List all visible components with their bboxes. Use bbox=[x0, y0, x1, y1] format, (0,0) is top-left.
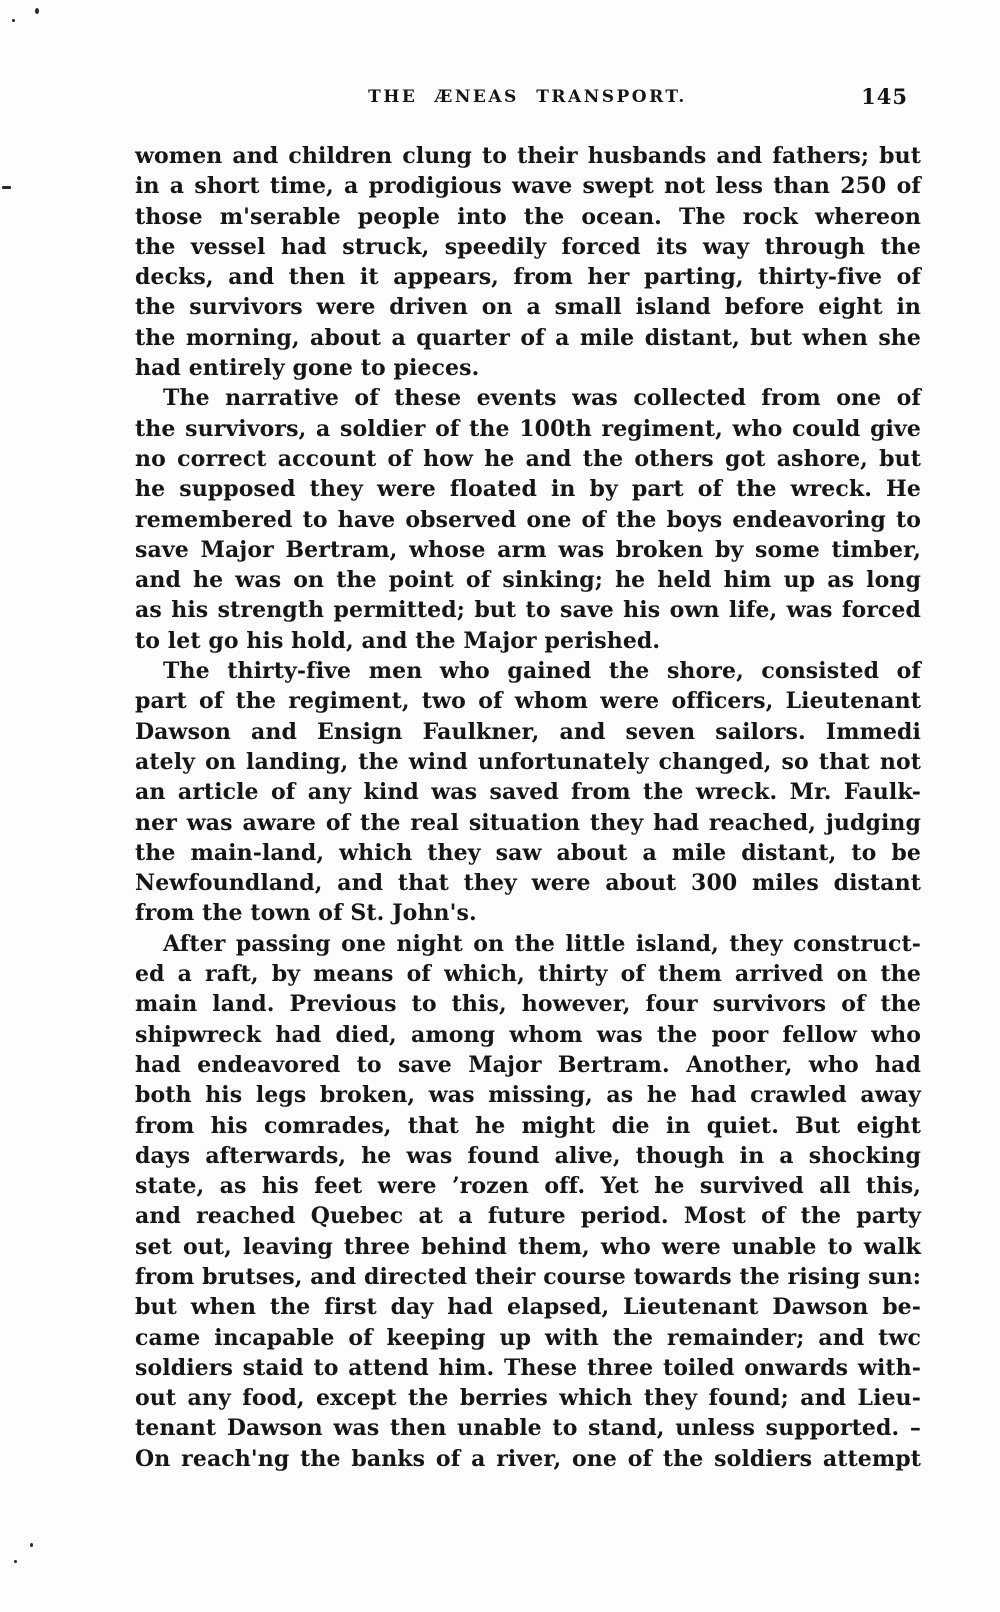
text-line: from brutses, and directed their course towards the rising sun: bbox=[135, 1263, 921, 1290]
text-line: from his comrades, that he might die in quiet. But eight bbox=[135, 1112, 921, 1139]
text-line: the survivors were driven on a small island before eight in bbox=[135, 294, 921, 321]
text-line: from the town of St. John's. bbox=[135, 900, 477, 927]
text-line: came incapable of keeping up with the remainder; and twc bbox=[135, 1324, 921, 1351]
scan-artifact bbox=[2, 186, 11, 189]
text-line: out any food, except the berries which they found; and Lieu- bbox=[135, 1385, 921, 1412]
text-line: in a short time, a prodigious wave swept not less than 250 of bbox=[135, 173, 921, 200]
running-title: THE ÆNEAS TRANSPORT. bbox=[368, 87, 687, 107]
text-line: soldiers staid to attend him. These three toiled onwards with- bbox=[135, 1354, 921, 1381]
scan-artifact bbox=[12, 19, 15, 22]
text-line: tenant Dawson was then unable to stand, unless supported. – bbox=[135, 1415, 921, 1442]
text-line: no correct account of how he and the others got ashore, but bbox=[135, 445, 921, 472]
text-line: the survivors, a soldier of the 100th regiment, who could give bbox=[135, 415, 921, 442]
text-line: ately on landing, the wind unfortunately changed, so that not bbox=[135, 748, 921, 775]
text-line: On reach'ng the banks of a river, one of the soldiers attempt bbox=[135, 1445, 921, 1472]
text-line: remembered to have observed one of the boys endeavoring to bbox=[135, 506, 921, 533]
text-line: state, as his feet were ’rozen off. Yet he survived all this, bbox=[135, 1173, 921, 1200]
text-line: ner was aware of the real situation they had reached, judging bbox=[135, 809, 921, 836]
text-line: Newfoundland, and that they were about 300 miles distant bbox=[135, 870, 921, 897]
scan-artifact bbox=[30, 1543, 33, 1547]
paragraph bbox=[135, 929, 921, 1474]
scan-artifact bbox=[14, 1560, 17, 1563]
text-line: shipwreck had died, among whom was the poor fellow who bbox=[135, 1021, 921, 1048]
text-line: he supposed they were floated in by part of the wreck. He bbox=[135, 476, 921, 503]
paragraph bbox=[135, 656, 921, 929]
text-line: save Major Bertram, whose arm was broken by some timber, bbox=[135, 536, 921, 563]
text-line: those m'serable people into the ocean. The rock whereon bbox=[135, 203, 921, 230]
text-line: but when the first day had elapsed, Lieutenant Dawson be- bbox=[135, 1294, 921, 1321]
text-line: the vessel had struck, speedily forced its way through the bbox=[135, 233, 921, 260]
text-line: main land. Previous to this, however, four survivors of the bbox=[135, 991, 921, 1018]
page-header bbox=[135, 84, 920, 113]
text-line: After passing one night on the little island, they construct- bbox=[163, 930, 921, 957]
paragraph bbox=[135, 141, 921, 383]
scan-artifact bbox=[35, 8, 39, 14]
page-body bbox=[135, 141, 921, 1474]
text-line: to let go his hold, and the Major perished. bbox=[135, 627, 661, 654]
text-line: days afterwards, he was found alive, though in a shocking bbox=[135, 1142, 921, 1169]
paragraph bbox=[135, 383, 921, 656]
page-number: 145 bbox=[861, 84, 908, 109]
text-line: as his strength permitted; but to save his own life, was forced bbox=[135, 597, 921, 624]
text-line: part of the regiment, two of whom were officers, Lieutenant bbox=[135, 688, 921, 715]
text-line: and he was on the point of sinking; he held him up as long bbox=[135, 567, 921, 594]
text-line: the main-land, which they saw about a mile distant, to be bbox=[135, 839, 921, 866]
text-line: the morning, about a quarter of a mile distant, but when she bbox=[135, 324, 921, 351]
text-line: women and children clung to their husbands and fathers; but bbox=[135, 143, 921, 169]
text-line: and reached Quebec at a future period. Most of the party bbox=[135, 1203, 921, 1230]
text-line: ed a raft, by means of which, thirty of them arrived on the bbox=[135, 961, 921, 988]
text-line: had entirely gone to pieces. bbox=[135, 355, 480, 382]
text-line: both his legs broken, was missing, as he had crawled away bbox=[135, 1082, 921, 1109]
text-line: The narrative of these events was collected from one of bbox=[163, 385, 921, 412]
text-line: an article of any kind was saved from the wreck. Mr. Faulk- bbox=[135, 779, 921, 806]
text-line: decks, and then it appears, from her parting, thirty-five of bbox=[135, 264, 921, 291]
text-line: had endeavored to save Major Bertram. Another, who had bbox=[135, 1051, 921, 1078]
text-line: The thirty-five men who gained the shore, consisted of bbox=[163, 658, 921, 685]
text-line: Dawson and Ensign Faulkner, and seven sailors. Immedi bbox=[135, 718, 921, 745]
text-line: set out, leaving three behind them, who were unable to walk bbox=[135, 1233, 921, 1260]
